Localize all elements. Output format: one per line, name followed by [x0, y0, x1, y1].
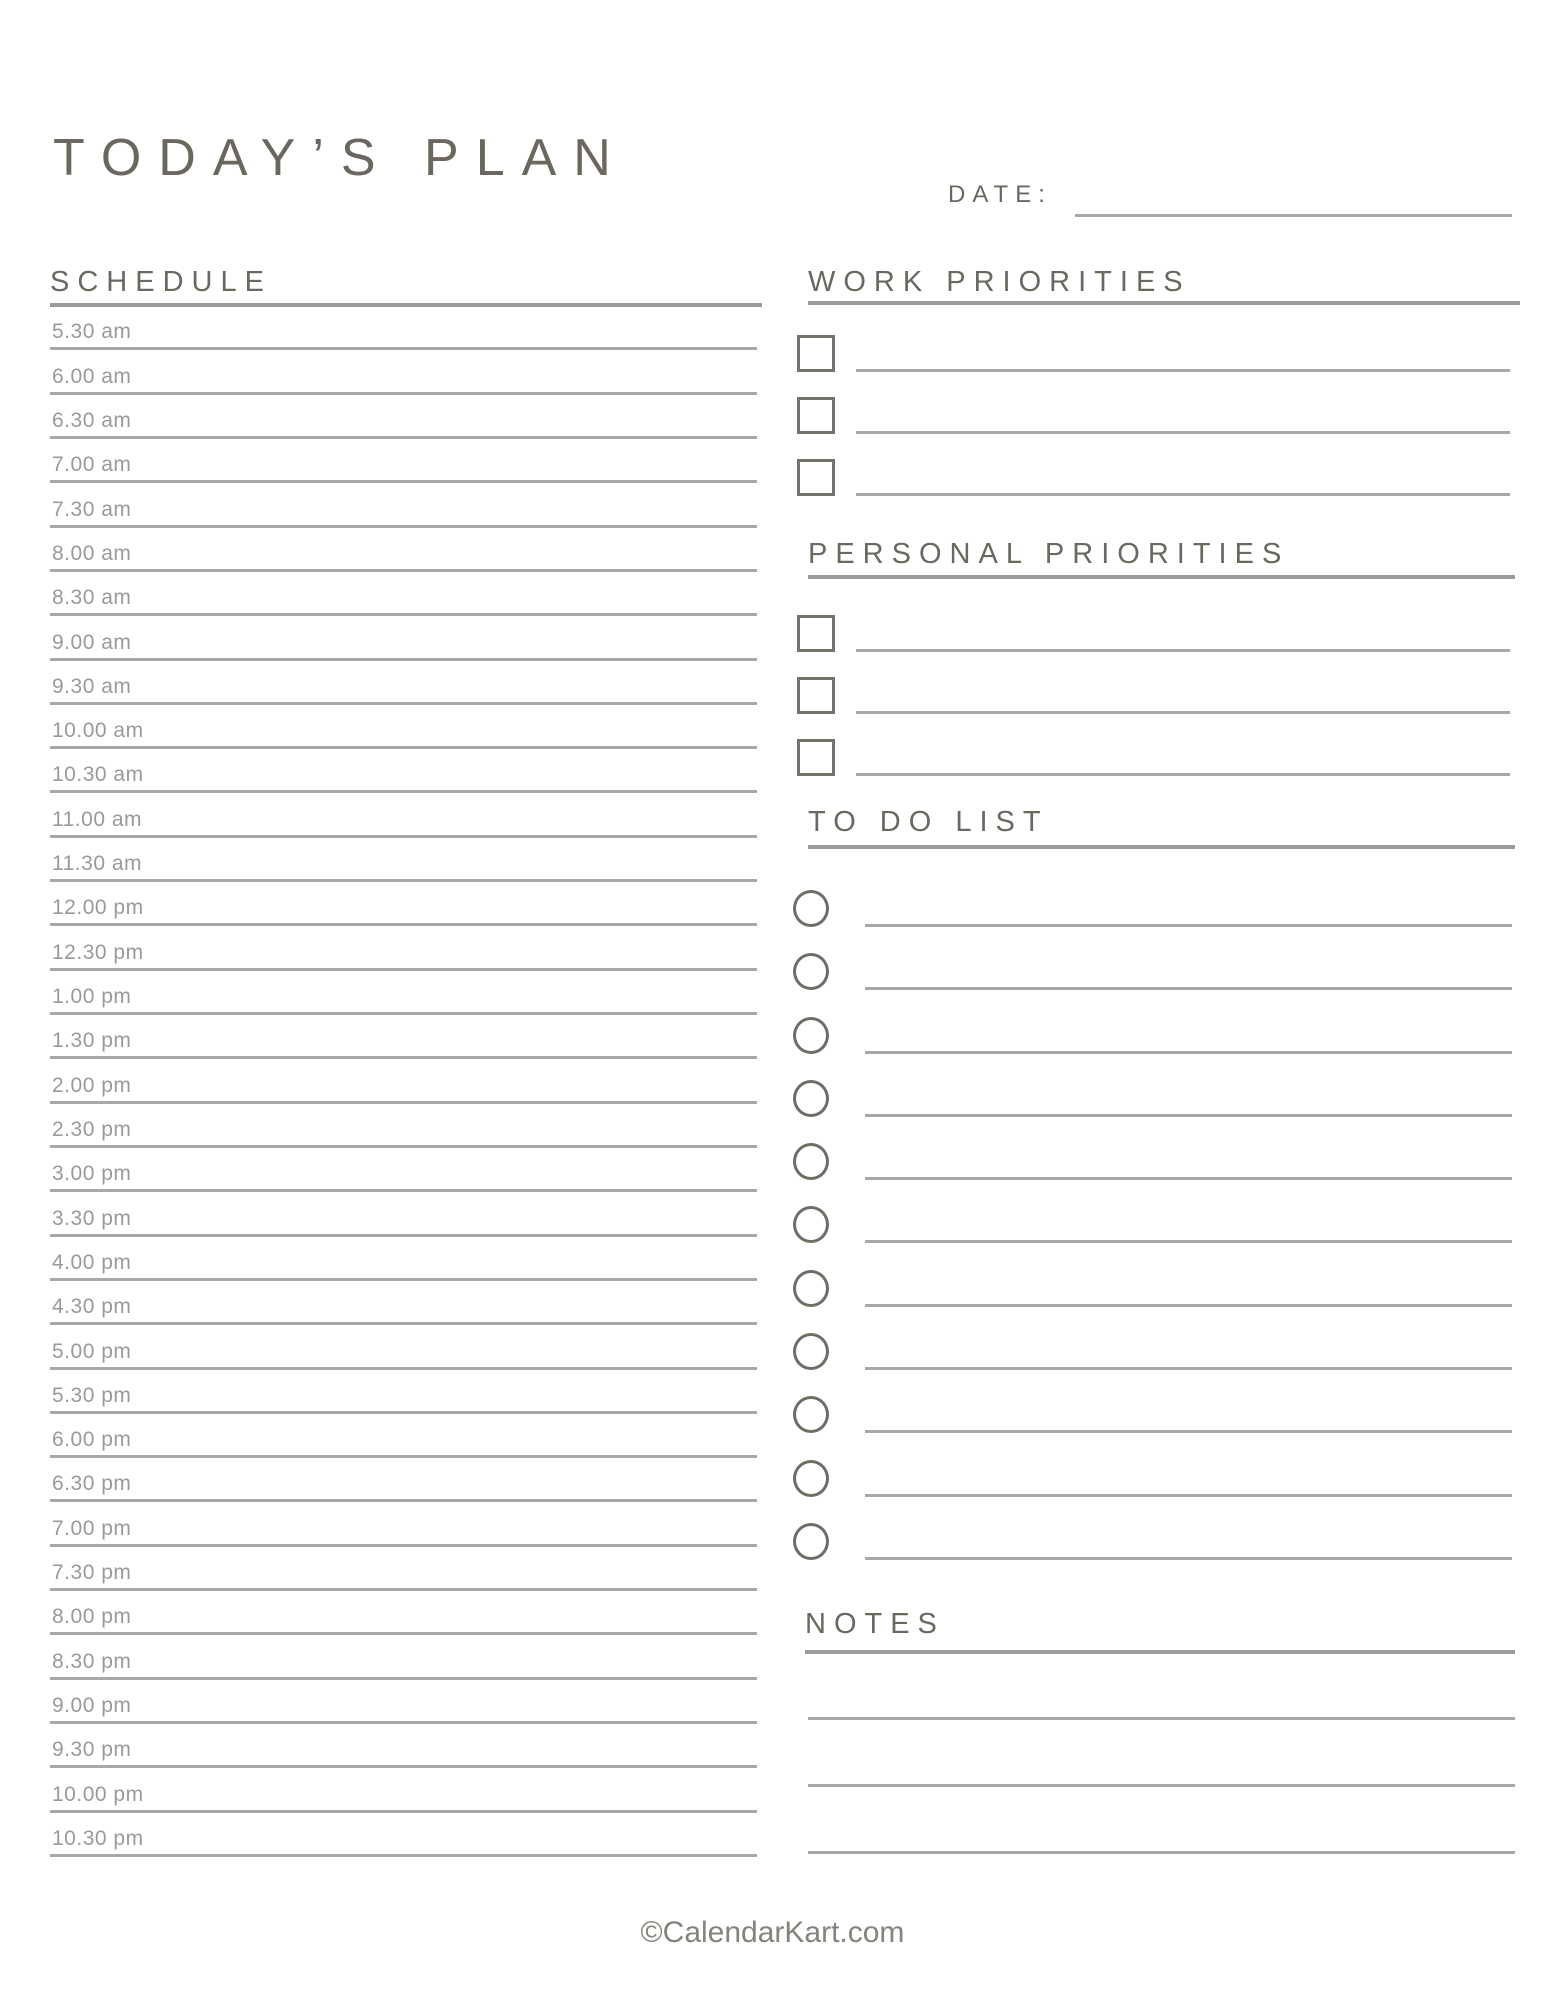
footer-credit: ©CalendarKart.com [640, 1916, 905, 1949]
todo-circle[interactable] [793, 890, 829, 927]
schedule-row [50, 882, 757, 926]
priority-row [797, 335, 1510, 372]
priority-entry-line[interactable] [856, 431, 1510, 434]
todo-entry-line[interactable] [865, 1494, 1512, 1497]
schedule-row [50, 971, 757, 1015]
checkbox[interactable] [797, 677, 835, 714]
todo-circle[interactable] [793, 1460, 829, 1497]
schedule-row [50, 1104, 757, 1148]
schedule-row [50, 306, 757, 350]
schedule-time-label: 8.30 pm [52, 1649, 132, 1673]
schedule-time-label: 8.00 pm [52, 1605, 132, 1629]
date-input-line[interactable] [1075, 214, 1512, 217]
schedule-row [50, 661, 757, 705]
schedule-row [50, 1281, 757, 1325]
schedule-row [50, 1458, 757, 1502]
schedule-time-label: 5.30 am [52, 320, 132, 344]
schedule-row [50, 1635, 757, 1679]
schedule-time-label: 4.30 pm [52, 1295, 132, 1319]
todo-circle[interactable] [793, 1017, 829, 1054]
schedule-time-label: 3.00 pm [52, 1162, 132, 1186]
schedule-time-label: 4.00 pm [52, 1250, 132, 1274]
todo-circle[interactable] [793, 1523, 829, 1560]
todo-circle[interactable] [793, 1206, 829, 1243]
priority-entry-line[interactable] [856, 369, 1510, 372]
schedule-row [50, 1680, 757, 1724]
personal-priorities-heading: PERSONAL PRIORITIES [808, 538, 1290, 570]
schedule-row [50, 350, 757, 394]
schedule-time-label: 10.00 am [52, 719, 144, 743]
todo-entry-line[interactable] [865, 1430, 1512, 1433]
todo-row [793, 1017, 1512, 1054]
todo-circle[interactable] [793, 1270, 829, 1307]
todo-row [793, 1396, 1512, 1433]
schedule-time-label: 1.30 pm [52, 1029, 132, 1053]
todo-row [793, 1523, 1512, 1560]
schedule-row [50, 1724, 757, 1768]
todo-entry-line[interactable] [865, 924, 1512, 927]
schedule-row [50, 616, 757, 660]
schedule-time-label: 7.30 pm [52, 1561, 132, 1585]
schedule-time-label: 6.30 pm [52, 1472, 132, 1496]
schedule-time-label: 6.30 am [52, 408, 132, 432]
work-priorities-heading: WORK PRIORITIES [808, 266, 1191, 298]
priority-row [797, 615, 1510, 652]
schedule-row [50, 1768, 757, 1812]
schedule-time-label: 11.00 am [52, 807, 142, 831]
schedule-row [50, 1591, 757, 1635]
todo-circle[interactable] [793, 1396, 829, 1433]
priority-row [797, 677, 1510, 714]
notes-write-line[interactable] [808, 1784, 1515, 1787]
schedule-heading: SCHEDULE [50, 266, 272, 298]
notes-heading-underline [805, 1650, 1515, 1654]
todo-list-heading: TO DO LIST [808, 806, 1049, 838]
todo-entry-line[interactable] [865, 1177, 1512, 1180]
todo-row [793, 1460, 1512, 1497]
schedule-time-label: 9.30 am [52, 674, 132, 698]
schedule-row [50, 838, 757, 882]
schedule-row [50, 439, 757, 483]
schedule-list [50, 306, 757, 1857]
schedule-time-label: 7.00 am [52, 453, 132, 477]
schedule-time-label: 2.00 pm [52, 1073, 132, 1097]
todo-list-rows [793, 890, 1512, 1586]
schedule-time-label: 10.30 am [52, 763, 144, 787]
work-priorities-rows [797, 335, 1510, 521]
schedule-time-label: 6.00 am [52, 364, 132, 388]
notes-lines [808, 1717, 1515, 1918]
schedule-row [50, 1325, 757, 1369]
todo-row [793, 1206, 1512, 1243]
todo-circle[interactable] [793, 1143, 829, 1180]
todo-row [793, 1080, 1512, 1117]
schedule-time-label: 6.00 pm [52, 1428, 132, 1452]
checkbox[interactable] [797, 739, 835, 776]
schedule-row [50, 926, 757, 970]
work-priorities-underline [808, 301, 1520, 305]
schedule-row [50, 1414, 757, 1458]
schedule-time-label: 2.30 pm [52, 1117, 132, 1141]
schedule-row [50, 749, 757, 793]
checkbox[interactable] [797, 459, 835, 496]
todo-entry-line[interactable] [865, 987, 1512, 990]
todo-row [793, 890, 1512, 927]
todo-circle[interactable] [793, 1333, 829, 1370]
schedule-row [50, 1370, 757, 1414]
schedule-row [50, 1502, 757, 1546]
todo-entry-line[interactable] [865, 1557, 1512, 1560]
schedule-time-label: 7.30 am [52, 497, 132, 521]
schedule-time-label: 10.30 pm [52, 1826, 144, 1850]
todo-entry-line[interactable] [865, 1114, 1512, 1117]
checkbox[interactable] [797, 615, 835, 652]
todo-entry-line[interactable] [865, 1240, 1512, 1243]
schedule-time-label: 1.00 pm [52, 985, 132, 1008]
schedule-time-label: 9.00 pm [52, 1694, 132, 1717]
schedule-row [50, 1237, 757, 1281]
priority-entry-line[interactable] [856, 493, 1510, 496]
page-title: TODAY’S PLAN [53, 129, 628, 187]
schedule-time-label: 5.30 pm [52, 1383, 132, 1407]
todo-entry-line[interactable] [865, 1304, 1512, 1307]
priority-row [797, 459, 1510, 496]
schedule-time-label: 10.00 pm [52, 1782, 144, 1806]
todo-list-underline [808, 845, 1515, 849]
schedule-row [50, 1015, 757, 1059]
todo-entry-line[interactable] [865, 1051, 1512, 1054]
priority-row [797, 739, 1510, 776]
schedule-row [50, 483, 757, 527]
date-label: DATE: [948, 181, 1052, 208]
schedule-time-label: 12.30 pm [52, 940, 144, 964]
schedule-row [50, 395, 757, 439]
schedule-time-label: 7.00 pm [52, 1516, 132, 1540]
schedule-time-label: 3.30 pm [52, 1206, 132, 1230]
todo-row [793, 953, 1512, 990]
schedule-row [50, 528, 757, 572]
schedule-row [50, 705, 757, 749]
priority-row [797, 397, 1510, 434]
schedule-time-label: 11.30 am [52, 852, 142, 876]
notes-heading: NOTES [805, 1608, 945, 1640]
notes-write-line[interactable] [808, 1717, 1515, 1720]
schedule-time-label: 8.30 am [52, 586, 132, 610]
schedule-row [50, 572, 757, 616]
schedule-time-label: 9.00 am [52, 630, 132, 654]
schedule-row [50, 1059, 757, 1103]
todo-circle[interactable] [793, 953, 829, 990]
schedule-time-label: 8.00 am [52, 541, 132, 565]
priority-entry-line[interactable] [856, 711, 1510, 714]
schedule-time-label: 9.30 pm [52, 1738, 132, 1762]
priority-entry-line[interactable] [856, 649, 1510, 652]
schedule-row [50, 1547, 757, 1591]
checkbox[interactable] [797, 335, 835, 372]
schedule-entry-line[interactable] [50, 1854, 757, 1857]
schedule-row [50, 1813, 757, 1857]
personal-priorities-underline [808, 575, 1515, 579]
schedule-row [50, 1148, 757, 1192]
notes-write-line[interactable] [808, 1851, 1515, 1854]
todo-entry-line[interactable] [865, 1367, 1512, 1370]
todo-row [793, 1333, 1512, 1370]
checkbox[interactable] [797, 397, 835, 434]
schedule-row [50, 793, 757, 837]
todo-row [793, 1270, 1512, 1307]
todo-circle[interactable] [793, 1080, 829, 1117]
priority-entry-line[interactable] [856, 773, 1510, 776]
schedule-time-label: 12.00 pm [52, 896, 144, 920]
schedule-time-label: 5.00 pm [52, 1339, 132, 1363]
schedule-row [50, 1192, 757, 1236]
personal-priorities-rows [797, 615, 1510, 801]
todo-row [793, 1143, 1512, 1180]
